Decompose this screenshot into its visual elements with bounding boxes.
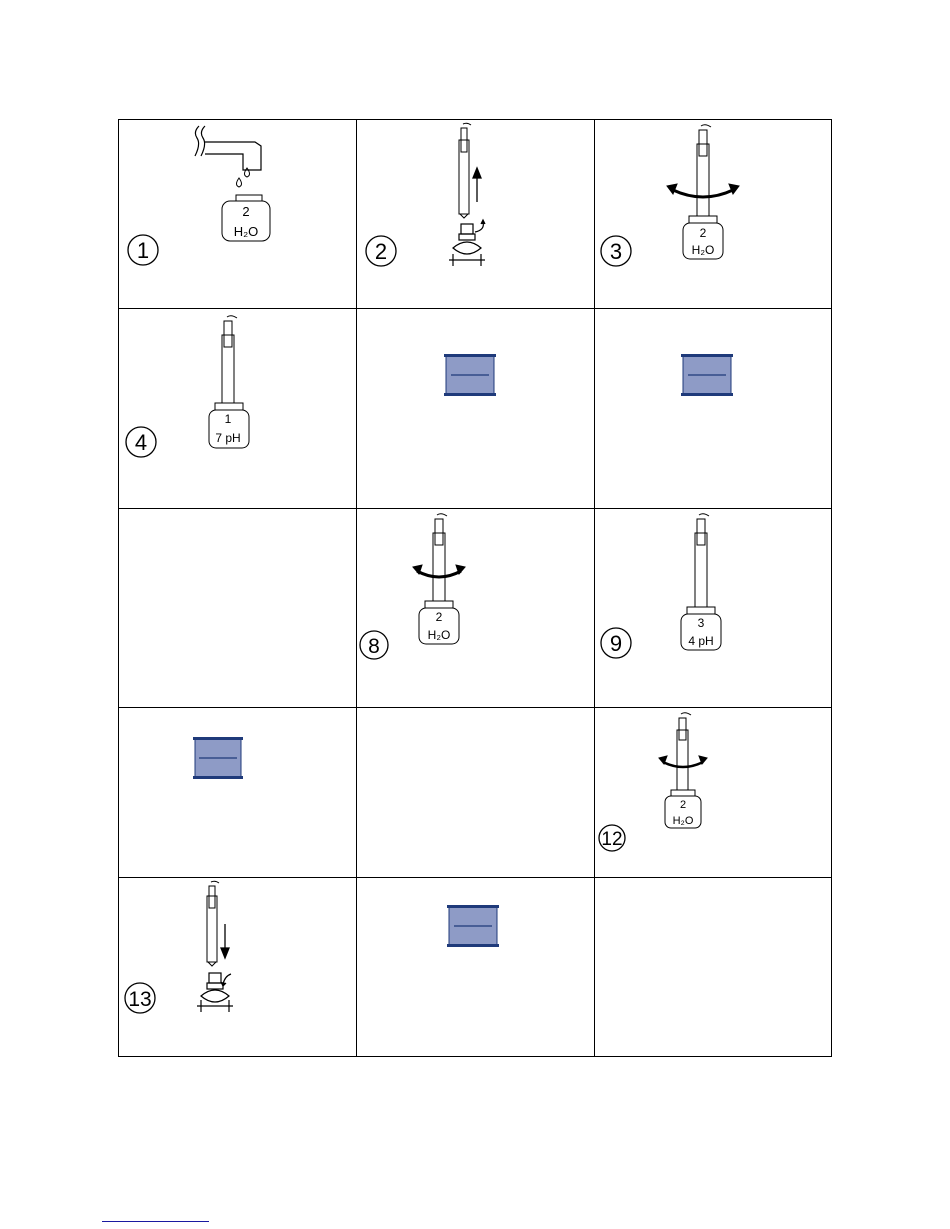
remove-electrode-figure bbox=[357, 120, 594, 308]
electrode-icon bbox=[222, 316, 237, 407]
bottle-number: 2 bbox=[242, 204, 250, 219]
meter-display-icon bbox=[193, 737, 243, 779]
bottle-label: 7 pH bbox=[215, 431, 241, 445]
step-cell-14 bbox=[357, 878, 594, 1056]
swirl-arrow-icon bbox=[413, 565, 465, 577]
bottle-label: H₂O bbox=[691, 243, 715, 257]
step-cell-7 bbox=[119, 509, 356, 707]
step-cell-12 bbox=[595, 708, 833, 877]
swirl-arrow-icon bbox=[659, 756, 707, 767]
electrode-holder-icon bbox=[449, 220, 485, 266]
step-cell-15 bbox=[595, 878, 833, 1056]
step-number: 2 bbox=[374, 239, 388, 264]
step-cell-13 bbox=[119, 878, 356, 1056]
step-cell-10 bbox=[119, 708, 356, 877]
immerse-ph4-figure bbox=[595, 509, 833, 707]
step-cell-5 bbox=[357, 309, 594, 508]
meter-display-icon bbox=[447, 905, 499, 947]
meter-display-figure bbox=[357, 309, 594, 508]
bottle-number: 2 bbox=[435, 610, 443, 624]
bottle-label: H₂O bbox=[233, 224, 259, 239]
meter-display-figure bbox=[595, 309, 833, 508]
rinse-figure bbox=[119, 120, 356, 308]
meter-display-figure bbox=[119, 708, 356, 877]
step-number: 8 bbox=[368, 635, 380, 658]
swirl-water-figure bbox=[595, 708, 833, 877]
step-number: 3 bbox=[609, 239, 623, 264]
footnote-rule bbox=[102, 1221, 209, 1222]
bottle-number: 2 bbox=[679, 799, 687, 811]
swirl-water-figure bbox=[595, 120, 833, 308]
arrow-down-icon bbox=[221, 924, 229, 958]
bottle-label: H₂O bbox=[672, 815, 694, 827]
step-number: 4 bbox=[134, 430, 148, 455]
step-cell-9 bbox=[595, 509, 833, 707]
step-cell-2 bbox=[357, 120, 594, 308]
electrode-icon bbox=[433, 514, 447, 601]
electrode-icon bbox=[695, 514, 709, 609]
swirl-water-figure bbox=[357, 509, 594, 707]
bottle-number: 2 bbox=[699, 226, 707, 240]
water-drop-icon bbox=[237, 168, 250, 187]
bottle-label: 4 pH bbox=[688, 634, 714, 648]
electrode-icon bbox=[459, 123, 471, 218]
step-number: 1 bbox=[136, 238, 150, 263]
step-cell-1 bbox=[119, 120, 356, 308]
step-number: 9 bbox=[609, 631, 623, 656]
step-cell-3 bbox=[595, 120, 833, 308]
electrode-icon bbox=[677, 713, 691, 792]
electrode-icon bbox=[207, 881, 219, 966]
immerse-ph7-figure bbox=[119, 309, 356, 508]
step-cell-11 bbox=[357, 708, 594, 877]
step-cell-4 bbox=[119, 309, 356, 508]
step-cell-6 bbox=[595, 309, 833, 508]
bottle-label: H₂O bbox=[427, 628, 451, 642]
electrode-holder-icon bbox=[197, 973, 233, 1012]
step-cell-8 bbox=[357, 509, 594, 707]
meter-display-icon bbox=[681, 354, 733, 396]
faucet-icon bbox=[195, 126, 261, 170]
swirl-arrow-icon bbox=[667, 184, 739, 197]
meter-display-icon bbox=[444, 354, 496, 396]
step-number: 13 bbox=[128, 988, 152, 1011]
instruction-grid bbox=[118, 119, 832, 1057]
electrode-icon bbox=[697, 125, 711, 216]
meter-display-figure bbox=[357, 878, 594, 1056]
insert-electrode-figure bbox=[119, 878, 356, 1056]
bottle-number: 1 bbox=[224, 412, 232, 426]
step-number: 12 bbox=[601, 829, 623, 850]
arrow-up-icon bbox=[473, 168, 481, 202]
bottle-number: 3 bbox=[697, 616, 705, 630]
